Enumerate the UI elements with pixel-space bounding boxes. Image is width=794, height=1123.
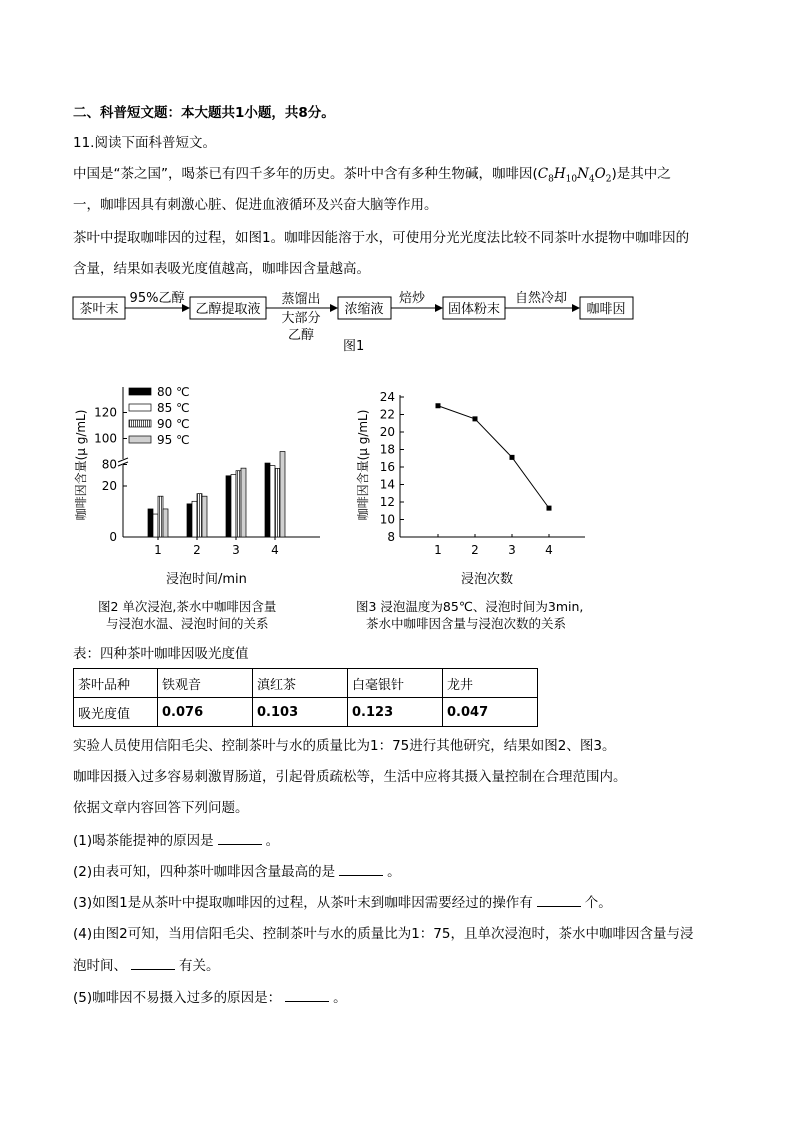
fig3-x-tick-label: 4 bbox=[545, 543, 553, 557]
fig2-y-tick-label: 20 bbox=[101, 479, 117, 493]
fig3-x-axis-label: 浸泡次数 bbox=[461, 572, 514, 587]
table-cell: 0.103 bbox=[253, 698, 348, 727]
fig3-caption-line-1: 图3 浸泡温度为85℃、浸泡时间为3min, bbox=[356, 599, 584, 614]
fig2-y-tick-label: 100 bbox=[94, 431, 117, 446]
figure-3-line-chart bbox=[350, 385, 600, 570]
fig3-y-axis-label: 咖啡因含量(μ g/mL) bbox=[356, 409, 370, 521]
question-1: (1)喝茶能提神的原因是 。 bbox=[73, 830, 279, 851]
fig3-y-tick-label: 10 bbox=[379, 512, 395, 527]
fig2-legend-swatch bbox=[129, 404, 151, 411]
table-cell: 铁观音 bbox=[158, 669, 253, 698]
absorbance-table bbox=[73, 668, 538, 727]
fig3-y-tick-label: 20 bbox=[379, 425, 395, 439]
fig3-data-point bbox=[547, 506, 552, 511]
fig3-y-tick-label: 16 bbox=[379, 460, 395, 474]
figure-2-bar-chart bbox=[65, 375, 340, 593]
fig2-x-axis-label: 浸泡时间/min bbox=[166, 572, 247, 587]
fig2-bar bbox=[192, 501, 197, 537]
paragraph-2-line-1: 茶叶中提取咖啡因的过程，如图1。咖啡因能溶于水，可使用分光光度法比较不同茶叶水提物中咖啡因的 bbox=[73, 230, 690, 246]
fig2-x-tick-label: 1 bbox=[154, 543, 162, 557]
table-cell: 0.123 bbox=[348, 698, 443, 727]
question-3: (3)如图1是从茶叶中提取咖啡因的过程，从茶叶末到咖啡因需要经过的操作有 个。 bbox=[73, 892, 612, 913]
table-cell: 滇红茶 bbox=[253, 669, 348, 698]
fig3-x-tick-label: 1 bbox=[434, 543, 442, 557]
table-cell: 吸光度值 bbox=[74, 698, 158, 727]
fig2-legend-label: 90 ℃ bbox=[157, 417, 190, 431]
table-cell: 龙井 bbox=[443, 669, 538, 698]
fig3-data-point bbox=[510, 455, 515, 460]
question-5: (5)咖啡因不易摄入过多的原因是： 。 bbox=[73, 987, 347, 1008]
fig2-legend-swatch bbox=[129, 388, 151, 395]
paragraph-1-line-1: 中国是“茶之国”，喝茶已有四千多年的历史。茶叶中含有多种生物碱，咖啡因$(C_8H_{10}N_4O_2)$是其中之 bbox=[73, 166, 671, 185]
fig2-bar bbox=[236, 471, 241, 537]
fig3-series-line bbox=[438, 406, 549, 508]
question-4-line-1: (4)由图2可知，当用信阳毛尖、控制茶叶与水的质量比为1：75，且单次浸泡时，茶水中咖啡因含量与浸 bbox=[73, 926, 694, 942]
fig2-bar bbox=[202, 496, 207, 537]
fig2-legend-swatch bbox=[129, 420, 151, 427]
table-header-row bbox=[74, 669, 538, 698]
fig2-bar bbox=[231, 475, 236, 537]
question-2: (2)由表可知，四种茶叶咖啡因含量最高的是 。 bbox=[73, 861, 401, 882]
flow-arrow-1-label: 95%乙醇 bbox=[129, 291, 185, 306]
fig2-legend-label: 80 ℃ bbox=[157, 385, 190, 399]
fig2-legend-label: 85 ℃ bbox=[157, 401, 190, 415]
fig2-bar bbox=[280, 452, 285, 538]
fig2-bar bbox=[226, 476, 231, 537]
paragraph-4: 咖啡因摄入过多容易刺激胃肠道，引起骨质疏松等，生活中应将其摄入量控制在合理范围内。 bbox=[73, 769, 627, 785]
fig3-y-tick-label: 22 bbox=[379, 407, 395, 422]
answer-blank-5[interactable] bbox=[285, 987, 329, 1002]
fig3-x-tick-label: 2 bbox=[471, 543, 479, 557]
flow-arrow-2-label-bottom: 乙醇 bbox=[287, 328, 315, 343]
fig2-y-tick-label: 0 bbox=[109, 530, 117, 544]
flow-box-caffeine-label: 咖啡因 bbox=[586, 302, 626, 317]
answer-blank-3[interactable] bbox=[537, 892, 581, 907]
table-title: 表：四种茶叶咖啡因吸光度值 bbox=[73, 646, 249, 662]
fig2-x-tick-label: 2 bbox=[193, 543, 201, 557]
fig2-bar bbox=[148, 509, 153, 537]
fig3-x-tick-label: 3 bbox=[508, 543, 516, 557]
flow-box-tea-powder-label: 茶叶末 bbox=[79, 302, 119, 317]
fig2-bar bbox=[153, 514, 158, 537]
fig2-caption-line-2: 与浸泡水温、浸泡时间的关系 bbox=[106, 616, 269, 631]
question-4-line-2: 泡时间、 有关。 bbox=[73, 955, 220, 976]
paragraph-3: 实验人员使用信阳毛尖、控制茶叶与水的质量比为1：75进行其他研究，结果如图2、图3。 bbox=[73, 738, 616, 754]
answer-blank-4[interactable] bbox=[131, 955, 175, 970]
flow-arrow-2-label-top: 蒸馏出 bbox=[281, 292, 321, 307]
table-cell: 白毫银针 bbox=[348, 669, 443, 698]
fig3-y-tick-label: 18 bbox=[379, 442, 395, 457]
fig2-bar bbox=[187, 504, 192, 537]
section-header: 二、科普短文题：本大题共1小题，共8分。 bbox=[73, 105, 335, 121]
paragraph-5: 依据文章内容回答下列问题。 bbox=[73, 800, 249, 816]
answer-blank-2[interactable] bbox=[339, 861, 383, 876]
flow-arrow-2-label-mid: 大部分 bbox=[281, 311, 321, 326]
fig3-y-tick-label: 8 bbox=[387, 530, 395, 544]
fig2-y-tick-label: 120 bbox=[94, 405, 117, 420]
caffeine-formula: $C_8H_{10}N_4O_2$ bbox=[537, 166, 612, 185]
fig2-bar bbox=[241, 468, 246, 537]
table-cell: 0.047 bbox=[443, 698, 538, 727]
figure-1-flow-diagram bbox=[0, 285, 794, 355]
fig2-bar bbox=[158, 496, 163, 537]
fig2-bar bbox=[163, 509, 168, 537]
fig3-caption-line-2: 茶水中咖啡因含量与浸泡次数的关系 bbox=[366, 616, 567, 631]
fig2-x-tick-label: 4 bbox=[271, 543, 279, 557]
table-cell: 0.076 bbox=[158, 698, 253, 727]
fig3-y-tick-label: 24 bbox=[379, 390, 395, 404]
flow-box-ethanol-extract-label: 乙醇提取液 bbox=[195, 302, 261, 317]
answer-blank-1[interactable] bbox=[218, 830, 262, 845]
fig2-legend-label: 95 ℃ bbox=[157, 433, 190, 447]
fig2-y-axis-label: 咖啡因含量(μ g/mL) bbox=[74, 409, 88, 521]
paragraph-1-line-2: 一，咖啡因具有刺激心脏、促进血液循环及兴奋大脑等作用。 bbox=[73, 197, 438, 213]
flow-arrow-4-label: 自然冷却 bbox=[514, 291, 568, 306]
fig2-legend-swatch bbox=[129, 436, 151, 443]
question-intro: 11.阅读下面科普短文。 bbox=[73, 135, 216, 151]
paragraph-2-line-2: 含量，结果如表吸光度值越高，咖啡因含量越高。 bbox=[73, 261, 370, 277]
table-row bbox=[74, 698, 538, 727]
flow-box-concentrate-label: 浓缩液 bbox=[344, 302, 384, 317]
fig2-caption-line-1: 图2 单次浸泡,茶水中咖啡因含量 bbox=[98, 599, 277, 614]
fig2-bar bbox=[270, 466, 275, 537]
fig2-x-tick-label: 3 bbox=[232, 543, 240, 557]
fig3-data-point bbox=[473, 416, 478, 421]
flow-arrow-3-label: 焙炒 bbox=[398, 291, 426, 306]
table-cell: 茶叶品种 bbox=[74, 669, 158, 698]
fig2-y-tick-label: 80 bbox=[101, 457, 117, 472]
fig2-bar bbox=[275, 468, 280, 537]
flow-box-solid-powder-label: 固体粉末 bbox=[447, 302, 501, 317]
fig2-bar bbox=[265, 463, 270, 537]
fig3-data-point bbox=[436, 403, 441, 408]
fig3-y-tick-label: 12 bbox=[379, 495, 395, 509]
fig2-bar bbox=[197, 494, 202, 537]
fig3-y-tick-label: 14 bbox=[379, 477, 395, 492]
figure-1-caption: 图1 bbox=[343, 339, 365, 354]
